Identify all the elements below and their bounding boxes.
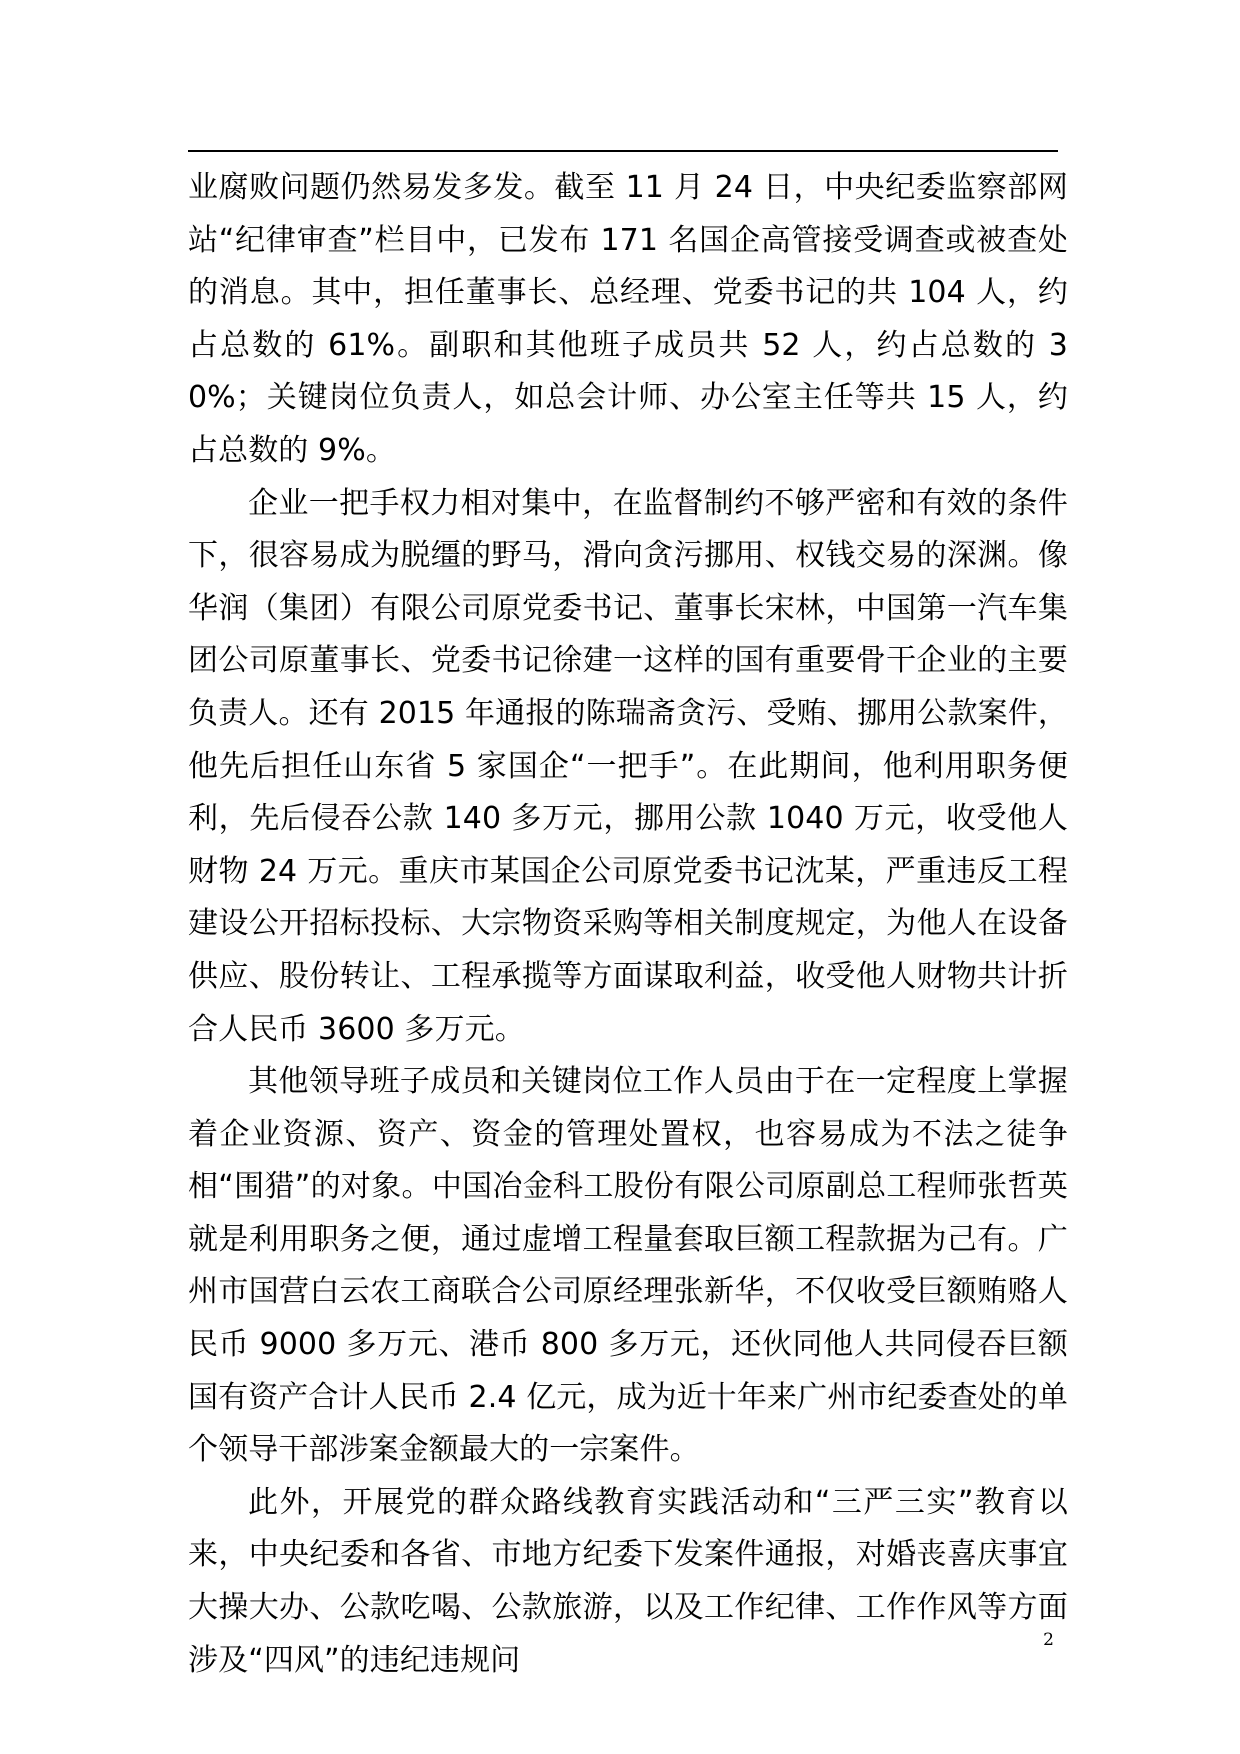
paragraph-4: 此外，开展党的群众路线教育实践活动和“三严三实”教育以来，中央纪委和各省、市地方纪委下发案件通报，对婚丧喜庆事宜大操大办、公款吃喝、公款旅游，以及工作纪律、工作作风等方面涉及“四风”的违纪违规问: [188, 1484, 1068, 1678]
header-rule: [188, 150, 1058, 152]
paragraph-2: 企业一把手权力相对集中，在监督制约不够严密和有效的条件下，很容易成为脱缰的野马，滑向贪污挪用、权钱交易的深渊。像华润（集团）有限公司原党委书记、董事长宋林，中国第一汽车集团公司原董事长、党委书记徐建一这样的国有重要骨干企业的主要负责人。还有 2015 年通报的陈瑞斋贪污、受贿、挪用公款案件，他先后担任山东省 5 家国企“一把手”。在此期间，他利用职务便利，先后侵吞公款 140 多万元，挪用公款 1040 万元，收受他人财物 24 万元。重庆市某国企公司原党委书记沈某，严重违反工程建设公开招标投标、大宗物资采购等相关制度规定，为他人在设备供应、股份转让、工程承揽等方面谋取利益，收受他人财物共计折合人民币 3600 多万元。: [188, 485, 1068, 1047]
page-number: 2: [1043, 1630, 1054, 1650]
paragraph-1: 业腐败问题仍然易发多发。截至 11 月 24 日，中央纪委监察部网站“纪律审查”栏目中，已发布 171 名国企高管接受调查或被查处的消息。其中，担任董事长、总经理、党委书记的共 104 人，约占总数的 61%。副职和其他班子成员共 52 人，约占总数的 30%；关键岗位负责人，如总会计师、办公室主任等共 15 人，约占总数的 9%。: [188, 170, 1068, 468]
paragraph-3: 其他领导班子成员和关键岗位工作人员由于在一定程度上掌握着企业资源、资产、资金的管理处置权，也容易成为不法之徒争相“围猎”的对象。中国冶金科工股份有限公司原副总工程师张哲英就是利用职务之便，通过虚增工程量套取巨额工程款据为己有。广州市国营白云农工商联合公司原经理张新华，不仅收受巨额贿赂人民币 9000 多万元、港币 800 多万元，还伙同他人共同侵吞巨额国有资产合计人民币 2.4 亿元，成为近十年来广州市纪委查处的单个领导干部涉案金额最大的一宗案件。: [188, 1064, 1068, 1468]
document-body: [188, 162, 1068, 1687]
